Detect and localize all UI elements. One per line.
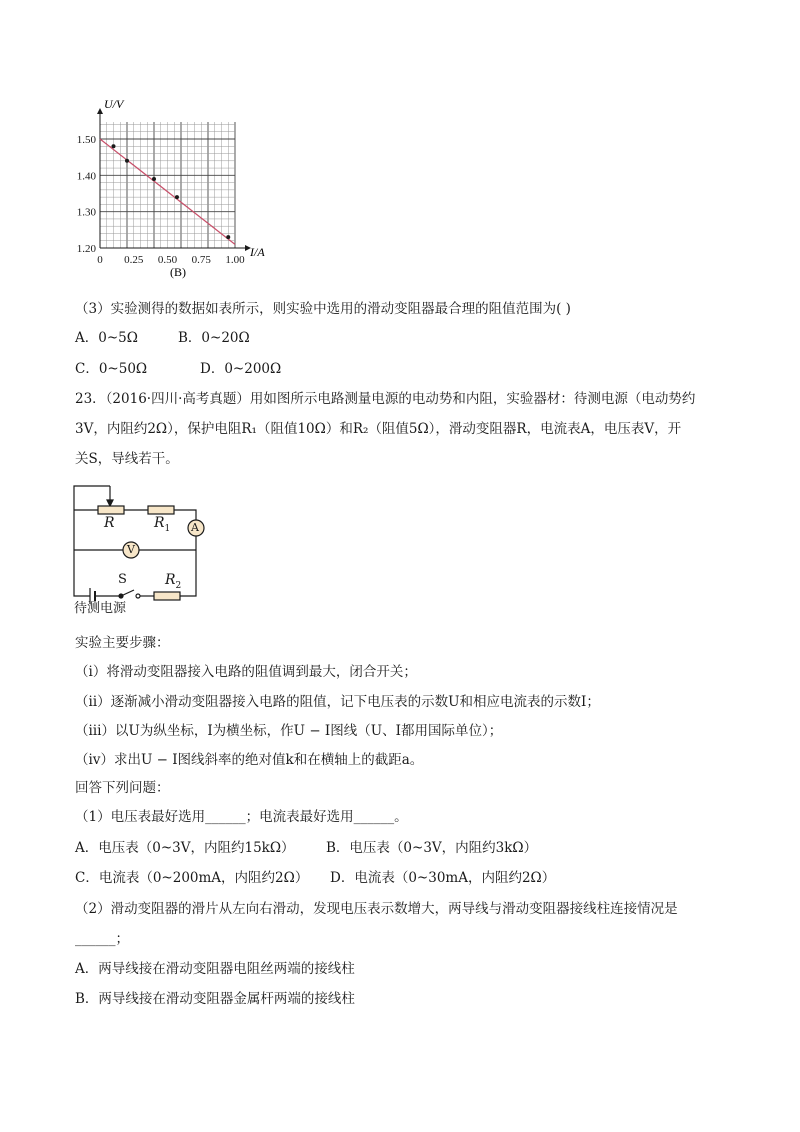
part-2-blank: ______； (75, 931, 129, 947)
x-tick-label: 0 (97, 254, 103, 266)
r2-label-sub: 2 (175, 580, 182, 591)
switch-contact (136, 594, 140, 598)
step-4: （ⅳ）求出U − I图线斜率的绝对值k和在横轴上的截距a。 (75, 752, 424, 768)
y-axis-label: U/V (104, 97, 124, 111)
part-2-stem: （2）滑动变阻器的滑片从左向右滑动，发现电压表示数增大，两导线与滑动变阻器接线柱连接情况是 (75, 901, 678, 917)
r1-label (154, 514, 170, 538)
part-1-option-a: A．电压表（0~3V，内阻约15kΩ） (75, 840, 295, 856)
wire-left (74, 486, 110, 596)
q3-stem: （3）实验测得的数据如表所示，则实验中选用的滑动变阻器最合理的阻值范围为( ) (75, 301, 571, 317)
y-tick-label: 1.20 (76, 243, 96, 255)
q23-line-2: 3V，内阻约2Ω），保护电阻R₁（阻值10Ω）和R₂（阻值5Ω），滑动变阻器R，电流表A，电压表V，开 (75, 421, 682, 437)
switch-blade (121, 590, 134, 596)
switch-label: S (118, 572, 127, 587)
part-1-option-b: B．电压表（0~3V，内阻约3kΩ） (326, 840, 538, 856)
part-1-stem: （1）电压表最好选用______；电流表最好选用______。 (75, 809, 408, 825)
steps-title: 实验主要步骤： (75, 635, 170, 651)
circuit-diagram (70, 478, 220, 618)
y-tick-label: 1.50 (76, 134, 96, 146)
x-tick-label: 0.75 (191, 254, 211, 266)
data-point (152, 177, 156, 181)
slider-arrow (107, 500, 113, 506)
data-point (175, 195, 179, 199)
x-axis-label: I/A (250, 245, 265, 259)
q3-option-d: D．0~200Ω (200, 361, 282, 377)
y-tick-label: 1.40 (76, 170, 96, 183)
r1-label-sub: 1 (164, 523, 171, 534)
r2-label (165, 571, 181, 595)
q23-line-1: 23．（2016·四川·高考真题）用如图所示电路测量电源的电动势和内阻，实验器材：待测电源（电动势约 (75, 391, 696, 407)
q3-option-a: A．0~5Ω (75, 330, 138, 346)
part-1-option-c: C．电流表（0~200mA，内阻约2Ω） (75, 870, 309, 886)
ammeter-label: A (191, 521, 199, 534)
step-1: （ⅰ）将滑动变阻器接入电路的阻值调到最大，闭合开关； (75, 664, 417, 680)
r2-label-main: R (165, 572, 176, 588)
data-point (112, 144, 116, 148)
rheostat-label: R (104, 515, 115, 531)
data-point (226, 235, 230, 239)
step-2: （ⅱ）逐渐减小滑动变阻器接入电路的阻值，记下电压表的示数U和相应电流表的示数I； (75, 694, 600, 710)
resistor-r1 (148, 506, 174, 514)
rheostat-r (98, 506, 124, 514)
part-1-option-d: D．电流表（0~30mA，内阻约2Ω） (330, 870, 556, 886)
chart-caption: (B) (170, 265, 186, 279)
x-tick-label: 0.50 (157, 254, 178, 266)
step-3: （ⅲ）以U为纵坐标，I为横坐标，作U − I图线（U、I都用国际单位）； (75, 723, 503, 739)
voltmeter-label: V (127, 543, 135, 556)
y-axis-arrow (97, 108, 103, 114)
q3-option-b: B．0~20Ω (178, 330, 250, 346)
part-2-option-a: A．两导线接在滑动变阻器电阻丝两端的接线柱 (75, 961, 355, 977)
wire-right (180, 536, 196, 596)
answer-title: 回答下列问题： (75, 780, 170, 796)
x-tick-label: 0.25 (124, 254, 144, 266)
u-i-chart (70, 95, 370, 285)
x-tick-label: 1.00 (225, 254, 245, 266)
source-label: 待测电源 (74, 601, 127, 616)
part-2-option-b: B．两导线接在滑动变阻器金属杆两端的接线柱 (75, 991, 355, 1007)
r1-label-main: R (154, 515, 165, 531)
q23-line-3: 关S，导线若干。 (75, 451, 179, 467)
chart-points (112, 144, 231, 239)
q3-option-c: C．0~50Ω (75, 361, 148, 377)
y-tick-label: 1.30 (76, 206, 96, 219)
data-point (125, 159, 129, 163)
